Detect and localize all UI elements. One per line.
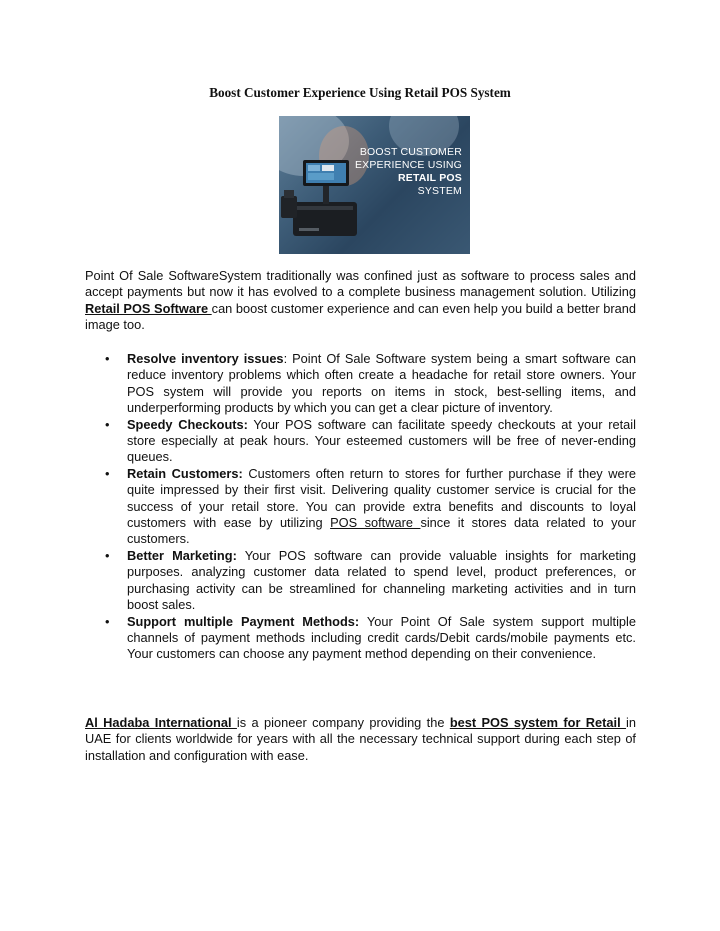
- list-item-text: Your POS software can provide valuable insights for marketing purposes. analyzing customer data related to spend level, product preferences, or purchasing activity can be streamlined for channeling marketing activities and in turn boost sales.: [127, 547, 636, 613]
- list-item: [85, 548, 636, 614]
- list-item: [85, 614, 636, 663]
- bullet-icon: •: [105, 465, 110, 481]
- intro-paragraph: [85, 268, 636, 334]
- closing-text: in UAE for clients worldwide for years with all the necessary technical support during each step of installation and configuration with ease.: [85, 715, 636, 763]
- list-item-text: Customers often return to stores for further purchase if they were quite impressed by their first visit. Delivering quality customer service is crucial for the success of your retail store. You can provide extra benefits and discounts to loyal customers with ease by utilizing: [127, 465, 636, 531]
- list-item-heading: Speedy Checkouts:: [127, 416, 248, 432]
- closing-text: is a pioneer company providing the: [236, 715, 450, 730]
- bullet-icon: •: [105, 547, 110, 563]
- list-item: [85, 466, 636, 548]
- bullet-icon: •: [105, 416, 110, 432]
- hero-caption: [355, 146, 462, 198]
- benefits-list: [85, 351, 636, 663]
- pos-software-link[interactable]: POS software: [330, 515, 421, 531]
- retail-pos-software-link[interactable]: Retail POS Software: [85, 300, 212, 316]
- best-pos-system-link[interactable]: best POS system for Retail: [449, 715, 627, 730]
- list-item-text: Your Point Of Sale system support multiple channels of payment methods including credit cards/Debit cards/mobile payments etc. Your customers can choose any payment method depending on their convenience.: [127, 613, 636, 662]
- intro-text: Point Of Sale SoftwareSystem traditionally was confined just as software to process sales and accept payments but now it has evolved to a complete business management solution. Utilizing: [85, 268, 636, 300]
- hero-caption-line: SYSTEM: [417, 185, 462, 197]
- list-item-text: : Point Of Sale Software system being a smart software can reduce inventory problems which often create a headache for retail store owners. Your POS system will provide you reports on items in stock, best-selling items, and underperforming products by which you can get a clear picture of inventory.: [127, 351, 637, 416]
- list-item: [85, 351, 636, 417]
- list-item-text: since it stores data related to your customers.: [127, 515, 637, 547]
- closing-paragraph: [85, 715, 636, 764]
- list-item: [85, 417, 636, 466]
- hero-caption-line: BOOST CUSTOMER: [359, 146, 462, 158]
- document-title: Boost Customer Experience Using Retail POS System: [209, 85, 511, 100]
- hero-image: [279, 116, 470, 254]
- hero-caption-line: EXPERIENCE USING: [354, 159, 462, 171]
- intro-text: can boost customer experience and can even help you build a better brand image too.: [85, 300, 636, 333]
- hero-caption-line: RETAIL POS: [397, 172, 462, 184]
- bullet-icon: •: [105, 351, 110, 366]
- list-item-heading: Retain Customers:: [127, 465, 243, 481]
- list-item-heading: Support multiple Payment Methods:: [127, 613, 360, 629]
- list-item-heading: Resolve inventory issues: [127, 351, 284, 366]
- list-item-text: Your POS software can facilitate speedy checkouts at your retail store especially at peak hours. Your esteemed customers will be free of never-ending queues.: [127, 416, 636, 465]
- al-hadaba-link[interactable]: Al Hadaba International: [85, 715, 237, 730]
- list-item-heading: Better Marketing:: [127, 547, 237, 563]
- bullet-icon: •: [105, 613, 110, 629]
